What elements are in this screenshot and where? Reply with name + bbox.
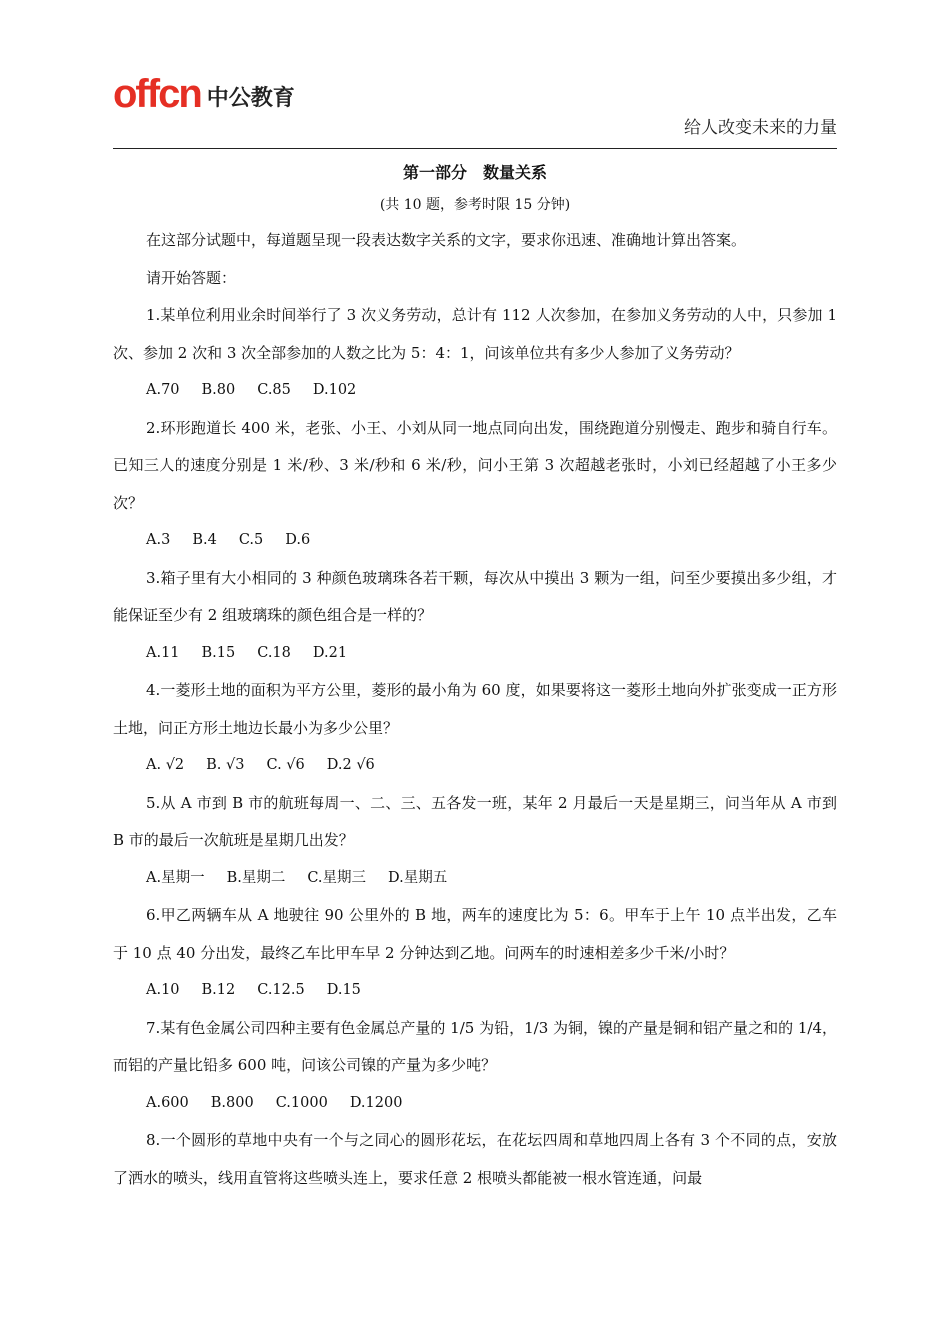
answer-option: B.12 [201, 982, 236, 998]
answer-option: D.1200 [349, 1094, 403, 1111]
question-text: 7.某有色金属公司四种主要有色金属总产量的 1/5 为铅，1/3 为铜，镍的产量是铜和铝产量之和的 1/4，而铝的产量比铅多 600 吨，问该公司镍的产量为多少吨？ [113, 1018, 837, 1074]
offcn-logo [113, 74, 295, 114]
answer-option: A. √2 [146, 757, 185, 773]
answer-option: D.星期五 [388, 869, 448, 886]
document-body [113, 158, 837, 1197]
answer-option: B. √3 [206, 757, 245, 773]
answer-options [113, 972, 837, 1010]
answer-options [113, 747, 837, 785]
answer-options [113, 860, 837, 898]
section-intro: 在这部分试题中，每道题呈现一段表达数字关系的文字，要求你迅速、准确地计算出答案。 [146, 231, 747, 249]
question-text: 4.一菱形土地的面积为平方公里，菱形的最小角为 60 度，如果要将这一菱形土地向外扩张变成一正方形土地，问正方形土地边长最小为多少公里？ [113, 681, 837, 737]
answer-option: B.80 [201, 382, 236, 398]
answer-options [113, 635, 837, 673]
answer-option: D.15 [326, 982, 361, 998]
answer-option: A.70 [146, 382, 180, 398]
logo-latin-text: offcn [113, 72, 201, 116]
answer-option: C.85 [257, 382, 291, 398]
section-subtitle: (共 10 题，参考时限 15 分钟) [379, 197, 571, 213]
question-list [113, 297, 837, 1197]
logo-cn-text: 中公教育 [206, 86, 295, 111]
question-text: 6.甲乙两辆车从 A 地驶往 90 公里外的 B 地，两车的速度比为 5：6。甲车于上午 10 点半出发，乙车于 10 点 40 分出发，最终乙车比甲车早 2 分钟达到乙地。问两车的时速相差多少千米/小时？ [113, 906, 837, 962]
section-title: 第一部分 数量关系 [402, 163, 547, 182]
question-item [113, 1122, 837, 1197]
answer-option: A.600 [146, 1094, 189, 1111]
question-text: 3.箱子里有大小相同的 3 种颜色玻璃珠各若干颗，每次从中摸出 3 颗为一组，问至少要摸出多少组，才能保证至少有 2 组玻璃珠的颜色组合是一样的？ [113, 568, 837, 624]
question-text: 8.一个圆形的草地中央有一个与之同心的圆形花坛，在花坛四周和草地四周上各有 3 个不同的点，安放了洒水的喷头，线用直管将这些喷头连上，要求任意 2 根喷头都能被一根水管连通，问最 [113, 1131, 837, 1187]
answer-options [113, 522, 837, 560]
answer-option: D.21 [312, 644, 348, 661]
answer-options [113, 372, 837, 410]
answer-option: B.15 [201, 644, 236, 661]
answer-option: A.3 [146, 532, 171, 548]
answer-option: C.5 [238, 532, 264, 548]
question-item [113, 1010, 837, 1123]
answer-option: B.4 [192, 532, 217, 548]
answer-option: B.800 [210, 1094, 254, 1111]
question-text: 2.环形跑道长 400 米，老张、小王、小刘从同一地点同向出发，围绕跑道分别慢走、跑步和骑自行车。已知三人的速度分别是 1 米/秒、3 米/秒和 6 米/秒，问小王第 3 次超越老张时，小刘已经超越了小王多少次？ [113, 418, 837, 512]
answer-option: C.1000 [275, 1094, 328, 1111]
question-item [113, 410, 837, 560]
answer-option: B.星期二 [226, 869, 286, 886]
answer-option: D.102 [312, 382, 357, 398]
start-prompt: 请开始答题： [146, 268, 237, 287]
question-item [113, 785, 837, 898]
answer-option: A.星期一 [146, 869, 205, 886]
answer-options [113, 1085, 837, 1123]
answer-option: D.6 [285, 532, 311, 548]
question-text: 1.某单位利用业余时间举行了 3 次义务劳动，总计有 112 人次参加，在参加义务劳动的人中，只参加 1 次、参加 2 次和 3 次全部参加的人数之比为 5：4：1，问该单位共有多少人参加了义务劳动？ [113, 306, 837, 362]
answer-option: C.星期三 [307, 869, 367, 886]
answer-option: A.11 [146, 644, 180, 661]
answer-option: C.12.5 [257, 982, 305, 998]
answer-option: C. √6 [266, 757, 305, 773]
header-divider [113, 148, 837, 149]
answer-option: C.18 [257, 644, 291, 661]
answer-option: A.10 [146, 982, 180, 998]
header-slogan: 给人改变未来的力量 [684, 118, 837, 138]
question-item [113, 560, 837, 673]
question-item [113, 297, 837, 410]
question-item [113, 897, 837, 1010]
answer-option: D.2 √6 [326, 757, 375, 773]
question-item [113, 672, 837, 785]
question-text: 5.从 A 市到 B 市的航班每周一、二、三、五各发一班，某年 2 月最后一天是星期三，问当年从 A 市到 B 市的最后一次航班是星期几出发？ [113, 793, 837, 849]
